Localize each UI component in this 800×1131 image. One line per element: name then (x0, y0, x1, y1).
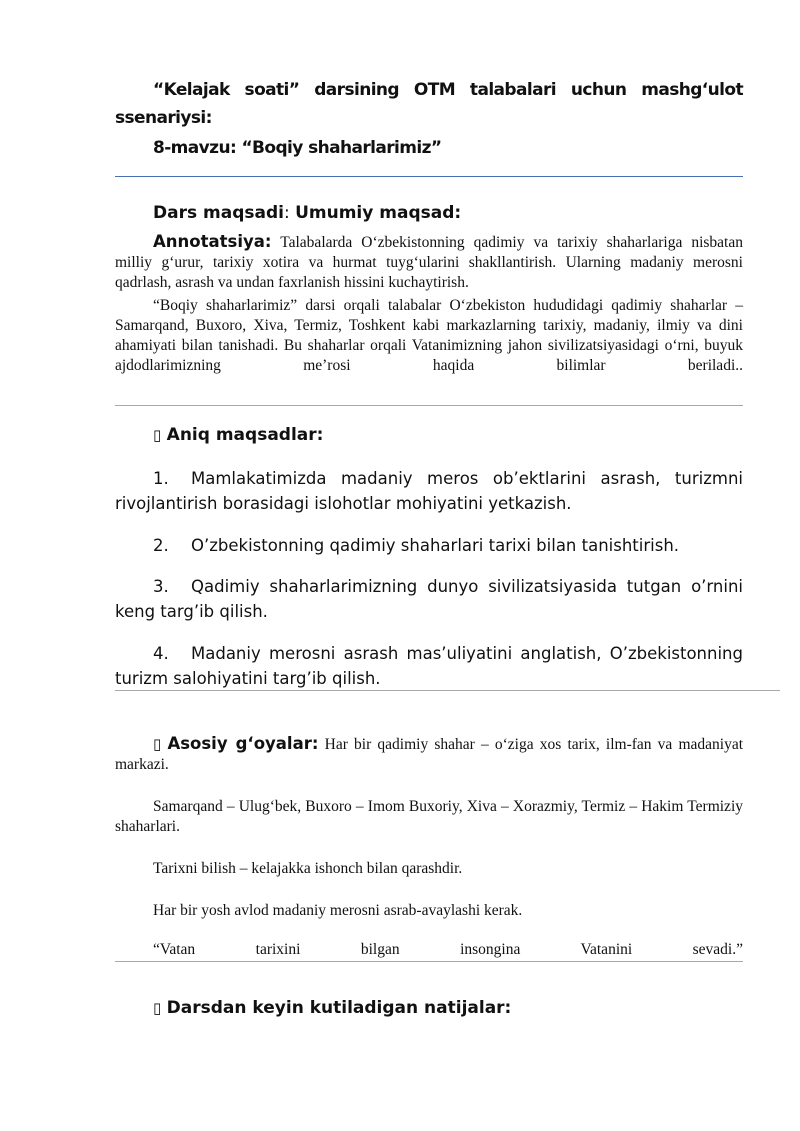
box-icon: ▯ (153, 999, 162, 1017)
main-idea-line-1: Samarqand – Ulug‘bek, Buxoro – Imom Buxoriy, Xiva – Xorazmiy, Termiz – Hakim Termiziy shaharlari. (115, 798, 743, 835)
annotation-text: Talabalarda O‘zbekistonning qadimiy va tarixiy shaharlariga nisbatan milliy g‘urur, tarixiy xotira va hurmat tuyg‘ularini shakllantirish. Ularning madaniy merosni qadrlash, asrash va undan faxrlanish hissini kuchaytirish. (115, 234, 743, 291)
objectives-divider (115, 690, 780, 691)
objectives-heading (153, 425, 323, 445)
main-ideas-paragraph (115, 734, 743, 775)
annotation-paragraph (115, 232, 743, 293)
objective-number: 1. (153, 469, 169, 488)
document-title-line2: ssenariysi: (115, 108, 212, 128)
objective-text: O’zbekistonning qadimiy shaharlari tarixi bilan tanishtirish. (191, 536, 680, 555)
annotation-label: Annotatsiya: (153, 232, 272, 251)
objectives-heading-text: Aniq maqsadlar: (166, 425, 324, 445)
outcomes-heading-text: Darsdan keyin kutiladigan natijalar: (166, 998, 512, 1018)
objective-number: 3. (153, 577, 169, 596)
objective-text: Madaniy merosni asrash mas’uliyatini anglatish, O’zbekistonning turizm salohiyatini targ’ib qilish. (115, 644, 743, 688)
main-ideas-divider (115, 961, 743, 962)
main-idea-quote: “Vatan tarixini bilgan insongina Vatanini sevadi.” (153, 941, 743, 958)
box-icon: ▯ (153, 426, 162, 444)
annotation-paragraph-2: “Boqiy shaharlarimiz” darsi orqali talabalar O‘zbekiston hududidagi qadimiy shaharlar – Samarqand, Buxoro, Xiva, Termiz, Toshkent kabi markazlarning tarixiy, madaniy, ilmiy va dini ahamiyati bilan tanishadi. Bu shaharlar orqali Vatanimizning jahon sivilizatsiyasidagi o‘rni, buyuk ajdodlarimizning me’rosi haqida bilimlar beriladi.. (115, 297, 743, 374)
objective-item-3 (115, 574, 743, 624)
objective-item-4 (115, 641, 743, 691)
lesson-purpose (153, 203, 461, 223)
main-ideas-text: Har bir qadimiy shahar – o‘ziga xos tarix, ilm-fan va madaniyat markazi. (115, 736, 744, 773)
objective-text: Mamlakatimizda madaniy meros ob’ektlarini asrash, turizmni rivojlantirish borasidagi islohotlar mohiyatini yetkazish. (115, 469, 743, 513)
main-idea-line-3: Har bir yosh avlod madaniy merosni asrab-avaylashi kerak. (153, 902, 523, 919)
objective-item-1 (115, 466, 743, 516)
topic-title: 8-mavzu: “Boqiy shaharlarimiz” (153, 138, 442, 158)
main-ideas-label: Asosiy g‘oyalar: (167, 734, 319, 753)
objective-text: Qadimiy shaharlarimizning dunyo sivilizatsiyasida tutgan o’rnini keng targ’ib qilish. (115, 577, 743, 621)
objective-number: 4. (153, 644, 169, 663)
main-idea-line-2: Tarixni bilish – kelajakka ishonch bilan qarashdir. (153, 860, 463, 877)
objective-item-2 (115, 533, 743, 558)
box-icon: ▯ (153, 735, 162, 753)
purpose-colon: : (283, 203, 290, 223)
objective-number: 2. (153, 536, 169, 555)
purpose-value: Umumiy maqsad: (295, 203, 462, 223)
document-title-line1: “Kelajak soati” darsining OTM talabalari uchun mashg‘ulot (153, 80, 743, 100)
outcomes-heading (153, 998, 511, 1018)
title-divider (115, 176, 743, 177)
purpose-label: Dars maqsadi (153, 203, 284, 223)
annotation-divider (115, 405, 743, 406)
